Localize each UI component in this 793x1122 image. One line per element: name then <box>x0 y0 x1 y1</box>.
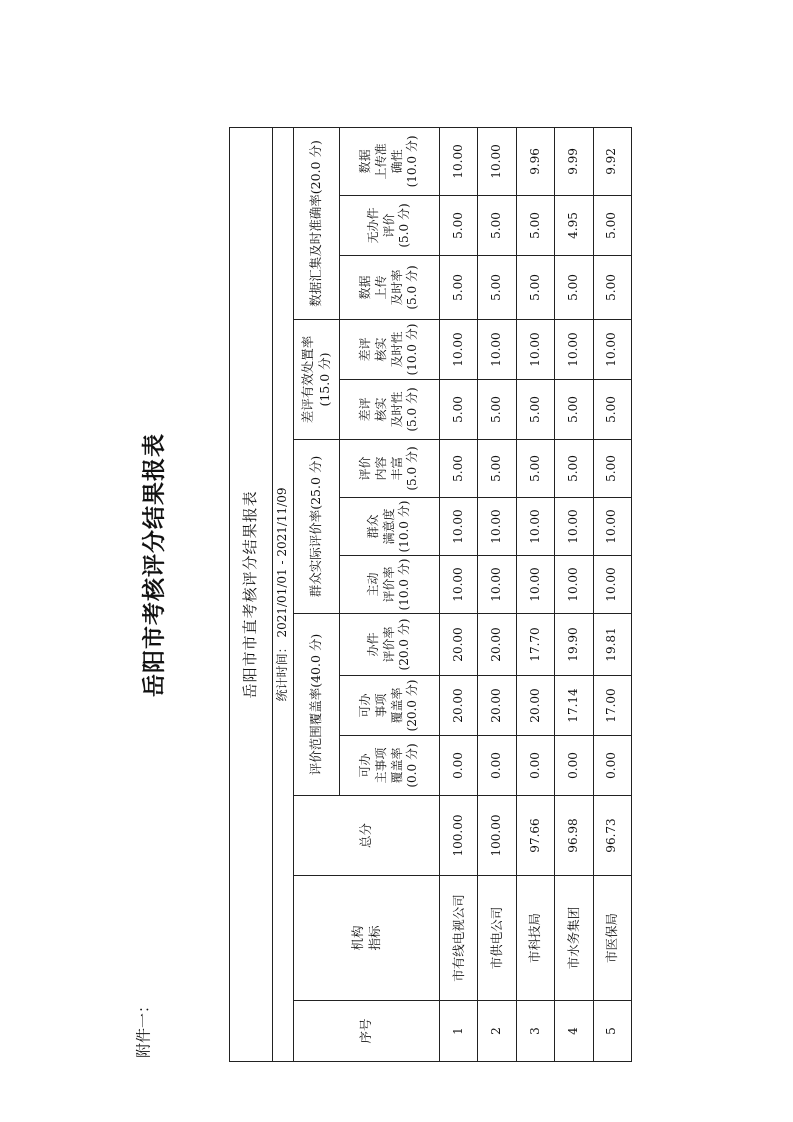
row-value: 20.00 <box>516 676 554 736</box>
row-value: 9.99 <box>555 127 593 195</box>
row-org: 市科技局 <box>516 876 554 1001</box>
row-value: 20.00 <box>440 676 478 736</box>
row-value: 5.00 <box>555 256 593 320</box>
row-value: 0.00 <box>440 736 478 796</box>
subheader-line: (10.0 分) <box>397 558 412 611</box>
header-total: 总分 <box>294 796 440 876</box>
row-value: 0.00 <box>478 736 516 796</box>
row-value: 17.00 <box>593 676 631 736</box>
row-value: 0.00 <box>593 736 631 796</box>
row-total: 96.98 <box>555 796 593 876</box>
header-seq: 序号 <box>294 1001 440 1062</box>
subheader-line: 数据 <box>358 149 373 174</box>
table-row <box>555 127 593 1061</box>
row-value: 5.00 <box>478 440 516 498</box>
row-value: 5.00 <box>440 256 478 320</box>
row-value: 10.00 <box>440 320 478 380</box>
row-value: 20.00 <box>440 614 478 676</box>
subheader-line: (5.0 分) <box>397 203 412 248</box>
subheader-line: (10.0 分) <box>397 500 412 553</box>
subheader-line: (20.0 分) <box>405 679 420 732</box>
row-value: 4.95 <box>555 196 593 256</box>
row-seq: 2 <box>478 1001 516 1062</box>
row-value: 10.00 <box>516 556 554 614</box>
table-row <box>516 127 554 1061</box>
row-seq: 4 <box>555 1001 593 1062</box>
document-title: 岳阳市考核评分结果报表 <box>140 433 168 697</box>
header-indicator-line: 指标 <box>366 925 382 951</box>
row-total: 96.73 <box>593 796 631 876</box>
row-value: 10.00 <box>478 498 516 556</box>
subheader-line: 评价率 <box>381 626 396 663</box>
row-value: 5.00 <box>440 196 478 256</box>
subheader-5 <box>340 440 440 498</box>
subheader-line: 事项 <box>373 693 388 718</box>
subheader-line: 评价率 <box>381 566 396 603</box>
subheader-line: (5.0 分) <box>405 446 420 491</box>
subheader-line: (10.0 分) <box>405 323 420 376</box>
row-total: 100.00 <box>478 796 516 876</box>
header-group-coverage: 评价范围覆盖率(40.0 分) <box>294 614 340 796</box>
subheader-line: 群众 <box>366 514 381 539</box>
subheader-line: 评价 <box>381 213 396 238</box>
row-value: 10.00 <box>478 556 516 614</box>
subheader-1 <box>340 676 440 736</box>
subheader-9 <box>340 196 440 256</box>
row-value: 10.00 <box>516 498 554 556</box>
subheader-8 <box>340 256 440 320</box>
subheader-line: 办件 <box>366 632 381 657</box>
row-value: 10.00 <box>440 556 478 614</box>
row-value: 10.00 <box>593 320 631 380</box>
row-value: 10.00 <box>555 320 593 380</box>
row-value: 10.00 <box>593 556 631 614</box>
statistics-period: 统计时间： 2021/01/01 - 2021/11/09 <box>273 127 294 1061</box>
report-table-container <box>229 128 631 1062</box>
row-org: 市有线电视公司 <box>440 876 478 1001</box>
header-group-data: 数据汇集及时准确率(20.0 分) <box>294 127 340 319</box>
row-value: 5.00 <box>593 440 631 498</box>
row-value: 10.00 <box>555 498 593 556</box>
subheader-line: (10.0 分) <box>405 135 420 188</box>
table-title: 岳阳市市直考核评分结果报表 <box>230 127 273 1061</box>
row-total: 97.66 <box>516 796 554 876</box>
row-seq: 5 <box>593 1001 631 1062</box>
header-org-line: 机构 <box>350 925 366 951</box>
row-value: 10.00 <box>440 498 478 556</box>
row-value: 17.14 <box>555 676 593 736</box>
subheader-line: 差评 <box>358 397 373 422</box>
subheader-line: 覆盖率 <box>389 747 404 784</box>
subheader-line: 可办 <box>358 693 373 718</box>
subheader-line: 确性 <box>389 149 404 174</box>
row-org: 市水务集团 <box>555 876 593 1001</box>
subheader-6 <box>340 380 440 440</box>
table-row <box>593 127 631 1061</box>
row-value: 5.00 <box>478 256 516 320</box>
subheader-line: 满意度 <box>381 508 396 545</box>
row-value: 5.00 <box>516 440 554 498</box>
row-org: 市医保局 <box>593 876 631 1001</box>
row-value: 5.00 <box>478 196 516 256</box>
row-value: 5.00 <box>516 380 554 440</box>
subheader-line: 上传 <box>373 275 388 300</box>
subheader-4 <box>340 498 440 556</box>
row-value: 5.00 <box>593 256 631 320</box>
report-table <box>229 127 632 1062</box>
subheader-line: 核实 <box>373 337 388 362</box>
subheader-line: 数据 <box>358 275 373 300</box>
subheader-line: 评价 <box>358 456 373 481</box>
subheader-0 <box>340 736 440 796</box>
row-seq: 1 <box>440 1001 478 1062</box>
row-value: 5.00 <box>516 196 554 256</box>
header-org-indicator <box>294 876 440 1001</box>
table-row <box>440 127 478 1061</box>
subheader-2 <box>340 614 440 676</box>
subheader-line: 主事项 <box>373 747 388 784</box>
subheader-3 <box>340 556 440 614</box>
row-value: 5.00 <box>440 380 478 440</box>
header-group-evaluation: 群众实际评价率(25.0 分) <box>294 440 340 614</box>
subheader-10 <box>340 127 440 195</box>
row-value: 5.00 <box>593 196 631 256</box>
row-value: 10.00 <box>555 556 593 614</box>
row-value: 19.81 <box>593 614 631 676</box>
row-value: 5.00 <box>478 380 516 440</box>
row-value: 10.00 <box>593 498 631 556</box>
subheader-line: 及时率 <box>389 269 404 306</box>
row-value: 10.00 <box>478 127 516 195</box>
row-value: 10.00 <box>478 320 516 380</box>
row-value: 20.00 <box>478 676 516 736</box>
subheader-line: 及时性 <box>389 391 404 428</box>
subheader-line: 及时性 <box>389 331 404 368</box>
subheader-line: 可办 <box>358 753 373 778</box>
row-value: 10.00 <box>516 320 554 380</box>
subheader-line: 差评 <box>358 337 373 362</box>
subheader-line: 上传准 <box>373 143 388 180</box>
subheader-line: (5.0 分) <box>405 265 420 310</box>
row-value: 5.00 <box>516 256 554 320</box>
row-value: 0.00 <box>516 736 554 796</box>
row-value: 9.92 <box>593 127 631 195</box>
row-total: 100.00 <box>440 796 478 876</box>
subheader-line: (20.0 分) <box>397 618 412 671</box>
header-group-handling: 差评有效处置率 (15.0 分) <box>294 320 340 440</box>
subheader-line: (0.0 分) <box>405 743 420 788</box>
row-value: 5.00 <box>555 380 593 440</box>
row-value: 0.00 <box>555 736 593 796</box>
row-value: 19.90 <box>555 614 593 676</box>
row-value: 10.00 <box>440 127 478 195</box>
subheader-line: 核实 <box>373 397 388 422</box>
row-value: 17.70 <box>516 614 554 676</box>
row-value: 5.00 <box>593 380 631 440</box>
row-value: 5.00 <box>440 440 478 498</box>
attachment-label: 附件一： <box>134 997 153 1059</box>
subheader-line: 无办件 <box>366 207 381 244</box>
subheader-line: 覆盖率 <box>389 687 404 724</box>
subheader-7 <box>340 320 440 380</box>
row-seq: 3 <box>516 1001 554 1062</box>
subheader-line: 丰富 <box>389 456 404 481</box>
row-value: 5.00 <box>555 440 593 498</box>
row-value: 9.96 <box>516 127 554 195</box>
subheader-line: 内容 <box>373 456 388 481</box>
subheader-line: 主动 <box>366 572 381 597</box>
row-org: 市供电公司 <box>478 876 516 1001</box>
row-value: 20.00 <box>478 614 516 676</box>
subheader-line: (5.0 分) <box>405 387 420 432</box>
table-row <box>478 127 516 1061</box>
